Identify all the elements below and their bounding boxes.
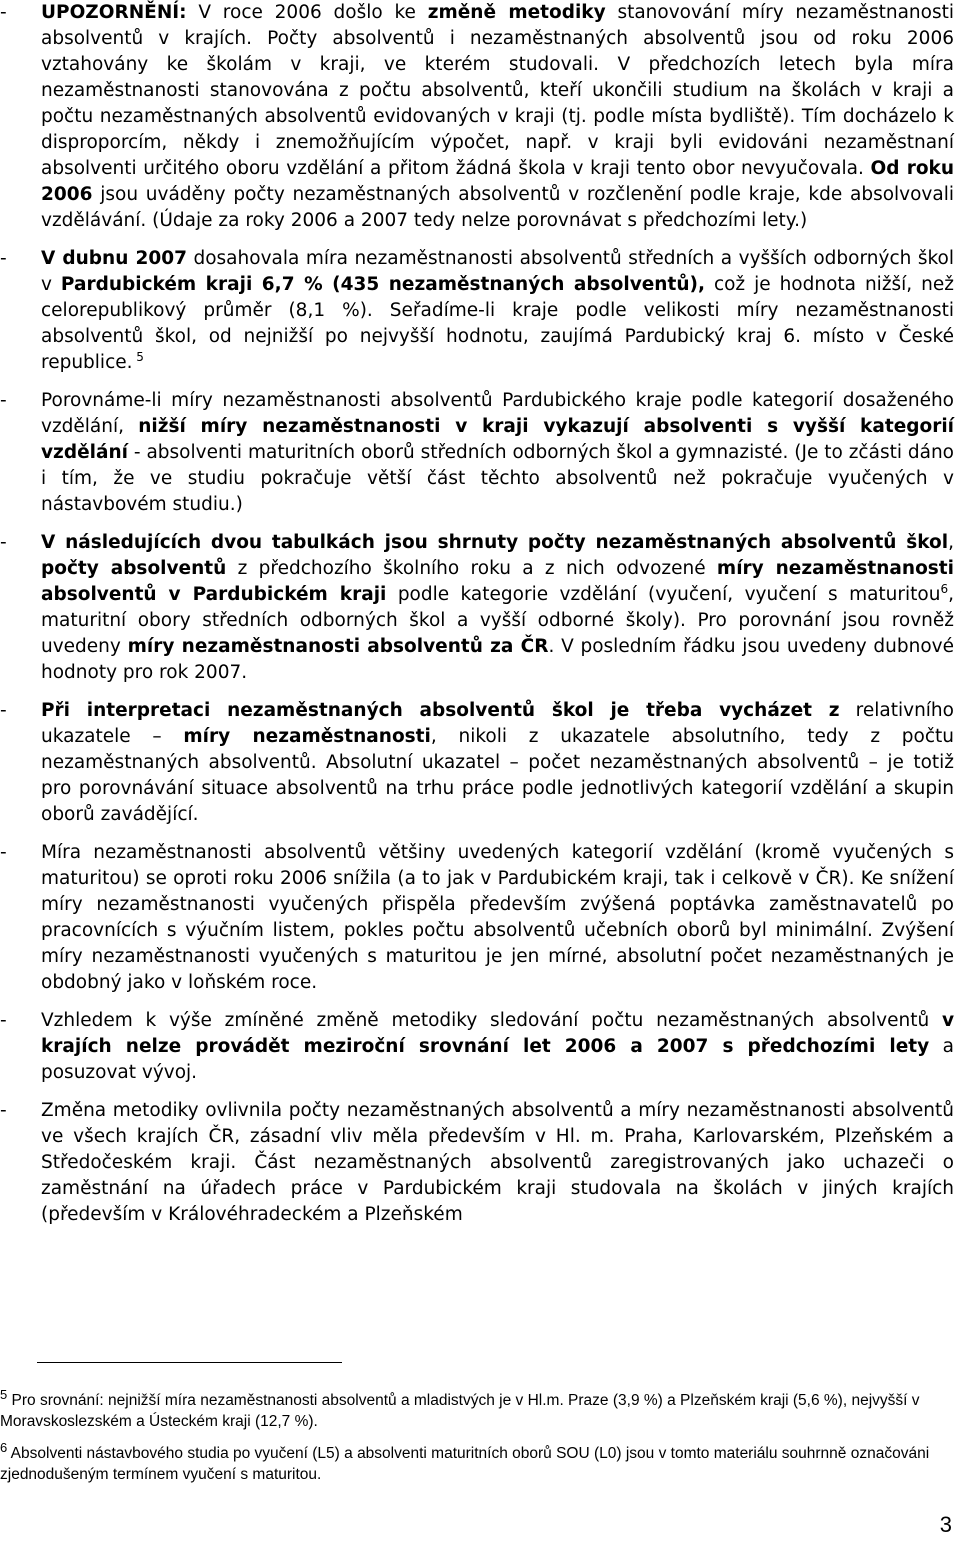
list-item bbox=[0, 1008, 960, 1086]
text-segment: . V posledním řádku jsou uvedeny dubnové hodnoty pro rok 2007. bbox=[41, 636, 954, 683]
bullet-dash: - bbox=[0, 248, 7, 269]
page-number: 3 bbox=[939, 1512, 952, 1537]
text-segment: Při interpretaci nezaměstnaných absolventů škol je třeba vycházet z bbox=[41, 700, 840, 721]
footnote-separator bbox=[37, 1362, 342, 1363]
bullet-dash: - bbox=[0, 1010, 7, 1031]
text-segment: - absolventi maturitních oborů středních odborných škol a gymnazisté. (Je to zčásti dáno i tím, že ve studiu pokračuje větší část těchto absolventů než pokračuje vyučených v nástavbovém studiu.) bbox=[41, 442, 954, 515]
list-item bbox=[0, 840, 960, 996]
text-segment: a posuzovat vývoj. bbox=[41, 1036, 955, 1083]
text-segment: jsou uváděny počty nezaměstnaných absolventů v rozčlenění podle kraje, kde absolvovali vzdělávání. (Údaje za roky 2006 a 2007 tedy nelze porovnávat s předchozími lety.) bbox=[41, 184, 954, 231]
footnotes bbox=[0, 1386, 960, 1496]
text-segment: V následujících dvou tabulkách jsou shrnuty počty nezaměstnaných absolventů škol bbox=[41, 532, 949, 553]
text-segment: , maturitní obory středních odborných škol a vyšší odborné školy). Pro porovnání jsou rovněž uvedeny bbox=[41, 584, 954, 657]
list-item bbox=[0, 1098, 960, 1228]
text-segment: Pardubickém kraji 6,7 % (435 nezaměstnaných absolventů), bbox=[60, 274, 705, 295]
text-segment: míry nezaměstnanosti absolventů za ČR bbox=[127, 636, 549, 657]
paragraph-april-2007-rate bbox=[41, 246, 954, 376]
bullet-dash: - bbox=[0, 532, 7, 553]
text-segment: míry nezaměstnanosti bbox=[183, 726, 431, 747]
footnote-number: 6 bbox=[0, 1439, 8, 1455]
footnote-ref-5: 5 bbox=[136, 349, 144, 364]
text-segment: dosahovala míra nezaměstnanosti absolventů středních a vyšších odborných škol v bbox=[41, 248, 955, 295]
text-segment: Od roku 2006 bbox=[41, 158, 955, 205]
text-segment: počty absolventů bbox=[41, 558, 227, 579]
footnote-text: Absolventi nástavbového studia po vyučení (L5) a absolventi maturitních oborů SOU (L0) jsou v tomto materiálu souhrnně označováni zjednodušeným termínem vyučení s maturitou. bbox=[0, 1445, 930, 1483]
paragraph-methodology-notice bbox=[41, 0, 954, 234]
text-segment: což je hodnota nižší, než celorepublikový průměr (8,1 %). Seřadíme-li kraje podle velikosti míry nezaměstnanosti absolventů škol, od nejnižší po nejvyšší hodnotu, zaujímá Pardubický kraj 6. místo v České republice. bbox=[41, 274, 954, 373]
text-segment: z předchozího školního roku a z nich odvozené bbox=[226, 558, 717, 579]
text-segment: změně metodiky bbox=[427, 2, 606, 23]
list-item bbox=[0, 388, 960, 518]
footnote-number: 5 bbox=[0, 1386, 8, 1402]
text-segment: nižší míry nezaměstnanosti v kraji vykazují absolventi s vyšší kategorií vzdělání bbox=[41, 416, 954, 463]
bullet-dash: - bbox=[0, 842, 7, 863]
text-segment: v krajích nelze provádět meziroční srovnání let 2006 a 2007 s předchozími lety bbox=[41, 1010, 954, 1057]
text-segment: UPOZORNĚNÍ: bbox=[41, 2, 187, 23]
bullet-dash: - bbox=[0, 700, 7, 721]
text-segment: Vzhledem k výše zmíněné změně metodiky sledování počtu nezaměstnaných absolventů bbox=[41, 1010, 942, 1031]
text-segment: Změna metodiky ovlivnila počty nezaměstnaných absolventů a míry nezaměstnanosti absolventů ve všech krajích ČR, zásadní vliv měla především v Hl. m. Praha, Karlovarském, Plzeňském a Středočeském kraji. Část nezaměstnaných absolventů zaregistrovaných jako uchazeči o zaměstnání na úřadech práce v Pardubickém kraji studovala na školách v jiných krajích (především v Královéhradeckém a Plzeňském bbox=[41, 1100, 954, 1225]
paragraph-education-comparison bbox=[41, 388, 954, 518]
footnote-6 bbox=[0, 1439, 960, 1485]
text-segment: míry nezaměstnanosti absolventů v Pardubickém kraji bbox=[41, 558, 954, 605]
paragraph-interpretation bbox=[41, 698, 954, 828]
text-segment: podle kategorie vzdělání (vyučení, vyučení s maturitou bbox=[386, 584, 941, 605]
paragraph-tables-summary bbox=[41, 530, 954, 686]
list-item bbox=[0, 698, 960, 828]
footnote-ref-6: 6 bbox=[940, 581, 949, 596]
list-item bbox=[0, 530, 960, 686]
text-segment: V dubnu 2007 bbox=[41, 248, 187, 269]
text-segment: stanovování míry nezaměstnanosti absolventů v krajích. Počty absolventů i nezaměstnaných absolventů jsou od roku 2006 vztahovány ke školám v kraji, ve kterém studovali. V předchozích letech byla míra nezaměstnanosti stanovována z počtu absolventů, kteří ukončili studium na školách v kraji a počtu nezaměstnaných absolventů evidovaných v kraji (tj. podle místa bydliště). Tím docházelo k disproporcím, někdy i znemožňujícím výpočet, např. v kraji byli evidováni nezaměstnaní absolventi určitého oboru vzdělání a přitom žádná škola v kraji tento obor nevyučovala. bbox=[41, 2, 955, 179]
bullet-dash: - bbox=[0, 390, 7, 411]
list-item bbox=[0, 246, 960, 376]
text-segment: Porovnáme-li míry nezaměstnanosti absolventů Pardubického kraje podle kategorií dosaženého vzdělání, bbox=[41, 390, 954, 437]
footnote-5 bbox=[0, 1386, 960, 1432]
paragraph-year-comparison bbox=[41, 1008, 954, 1086]
text-segment: relativního ukazatele – bbox=[41, 700, 954, 747]
bullet-dash: - bbox=[0, 2, 7, 23]
text-segment: V roce 2006 došlo ke bbox=[186, 2, 428, 23]
text-segment: , nikoli z ukazatele absolutního, tedy z počtu nezaměstnaných absolventů. Absolutní ukazatel – počet nezaměstnaných absolventů – je totiž pro porovnávání situace absolventů na trhu práce podle jednotlivých kategorií vzdělání a skupin oborů zavádějící. bbox=[41, 726, 955, 825]
text-segment: Míra nezaměstnanosti absolventů většiny uvedených kategorií vzdělání (kromě vyučených s maturitou) se oproti roku 2006 snížila (a to jak v Pardubickém kraji, tak i celkově v ČR). Ke snížení míry nezaměstnanosti vyučených přispěla především zvýšená poptávka zaměstnavatelů po pracovnících s výučním listem, pokles počtu absolventů učebních oborů byl minimální. Zvýšení míry nezaměstnanosti vyučených s maturitou je jen mírné, absolutní počet nezaměstnaných je obdobný jako v loňském roce. bbox=[41, 842, 954, 993]
paragraph-methodology-impact bbox=[41, 1098, 954, 1228]
paragraph-rate-decrease bbox=[41, 840, 954, 996]
bullet-dash: - bbox=[0, 1100, 7, 1121]
footnote-text: Pro srovnání: nejnižší míra nezaměstnanosti absolventů a mladistvých je v Hl.m. Praze (3,9 %) a Plzeňském kraji (5,6 %), nejvyšší v Moravskoslezském a Ústeckém kraji (12,7 %). bbox=[0, 1392, 920, 1430]
text-segment: , bbox=[948, 532, 954, 553]
list-item bbox=[0, 0, 960, 234]
